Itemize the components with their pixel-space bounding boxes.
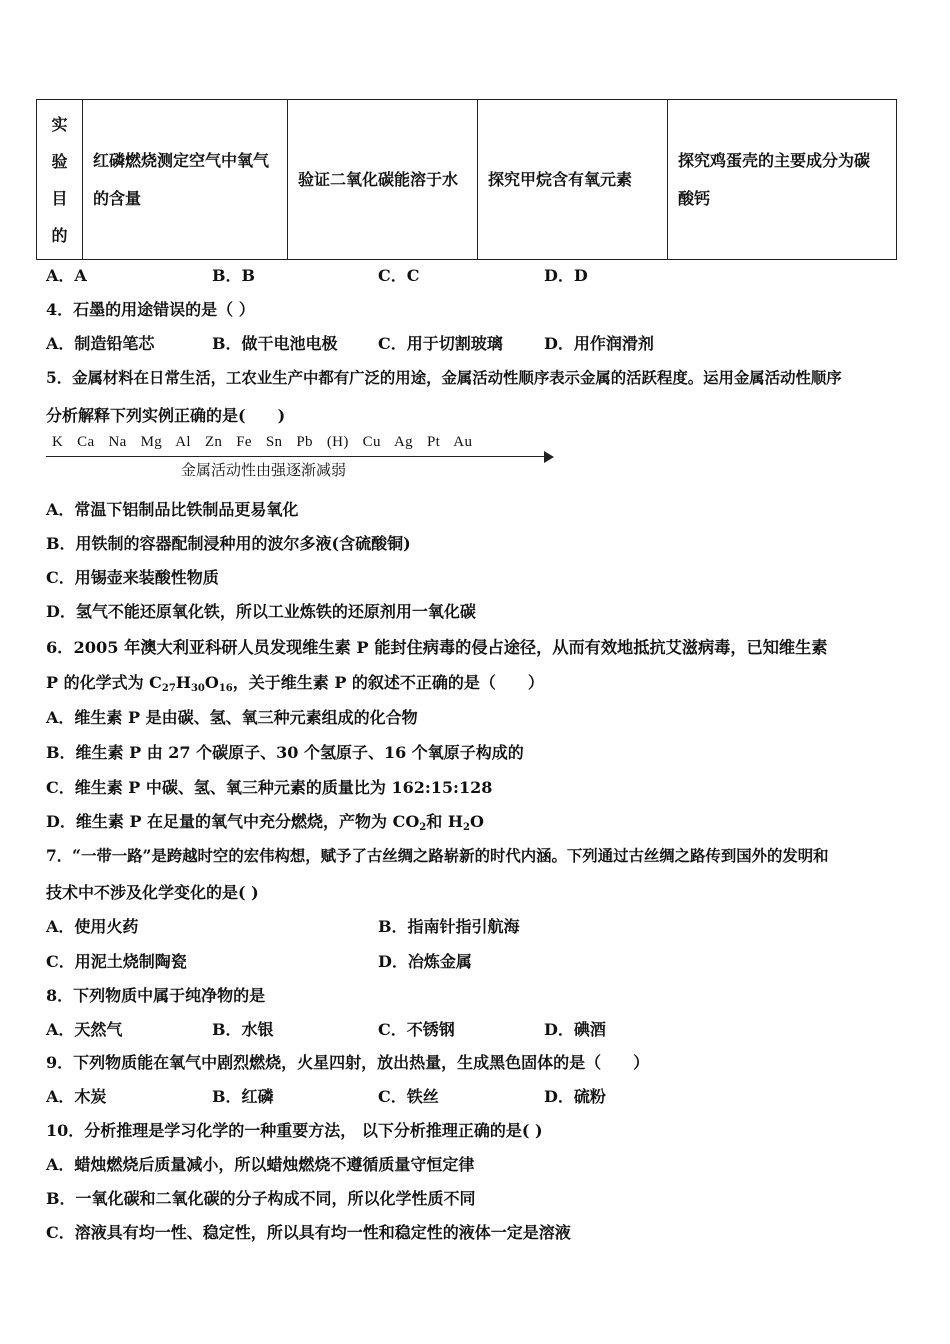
header-char: 实 xyxy=(51,114,68,134)
table-cell-b xyxy=(288,100,478,260)
q9-option-b: B．红磷 xyxy=(212,1087,274,1106)
q5-stem-line2: 分析解释下列实例正确的是( ) xyxy=(46,406,286,425)
q6-stem-line1: 6．2005 年澳大利亚科研人员发现维生素 P 能封住病毒的侵占途径，从而有效地抵抗艾滋病毒，已知维生素 xyxy=(46,638,828,657)
series-arrow-line xyxy=(46,456,546,457)
q6-option-b: B．维生素 P 由 27 个碳原子、30 个氢原子、16 个氧原子构成的 xyxy=(46,743,524,762)
q5-option-a: A．常温下铝制品比铁制品更易氧化 xyxy=(46,500,299,519)
q5-option-c: C．用锡壶来装酸性物质 xyxy=(46,568,219,587)
q7-stem-line1: 7．“一带一路”是跨越时空的宏伟构想，赋予了古丝绸之路崭新的时代内涵。下列通过古丝绸之路传到国外的发明和 xyxy=(46,847,829,865)
q6-stem-line2 xyxy=(46,670,544,694)
q7-option-c: C．用泥土烧制陶瓷 xyxy=(46,952,187,971)
q6-text: O xyxy=(204,673,219,692)
header-char: 验 xyxy=(51,151,68,171)
cell-line: 酸钙 xyxy=(678,188,711,208)
q8-stem: 8．下列物质中属于纯净物的是 xyxy=(46,986,266,1005)
q4-option-c: C．用于切割玻璃 xyxy=(378,334,503,353)
q8-option-d: D．碘酒 xyxy=(544,1020,606,1039)
q6-text: ，关于维生素 P 的叙述不正确的是（ ） xyxy=(232,673,544,692)
series-elements: K Ca Na Mg Al Zn Fe Sn Pb (H) Cu Ag Pt Au xyxy=(52,434,473,450)
q8-option-a: A．天然气 xyxy=(46,1020,123,1039)
q7-option-a: A．使用火药 xyxy=(46,917,139,936)
q6-option-a: A．维生素 P 是由碳、氢、氧三种元素组成的化合物 xyxy=(46,708,418,727)
q10-stem: 10．分析推理是学习化学的一种重要方法， 以下分析推理正确的是( ) xyxy=(46,1121,543,1140)
cell-line: 验证二氧化碳能溶于水 xyxy=(298,169,459,189)
q8-option-c: C．不锈钢 xyxy=(378,1020,455,1039)
q4-option-b: B．做干电池电极 xyxy=(212,334,338,353)
cell-line: 探究甲烷含有氧元素 xyxy=(488,169,633,189)
q7-option-d: D．冶炼金属 xyxy=(378,952,472,971)
q3-option-b: B．B xyxy=(212,266,256,285)
q9-option-c: C．铁丝 xyxy=(378,1087,439,1106)
experiment-table xyxy=(36,99,897,260)
subscript: 2 xyxy=(419,822,427,833)
q7-option-b: B．指南针指引航海 xyxy=(378,917,520,936)
q9-option-d: D．硫粉 xyxy=(544,1087,606,1106)
table-cell-c xyxy=(478,100,668,260)
q6-option-c: C．维生素 P 中碳、氢、氧三种元素的质量比为 162:15:128 xyxy=(46,778,493,797)
q6-text: P 的化学式为 C xyxy=(46,673,162,692)
table-row xyxy=(37,100,897,260)
q5-option-b: B．用铁制的容器配制浸种用的波尔多液(含硫酸铜) xyxy=(46,534,411,553)
header-char: 目 xyxy=(51,188,68,208)
q3-option-a: A．A xyxy=(46,266,87,285)
q7-stem-line2: 技术中不涉及化学变化的是( ) xyxy=(46,883,259,902)
cell-line: 红磷燃烧测定空气中氧气 xyxy=(93,150,270,170)
cell-line: 探究鸡蛋壳的主要成分为碳 xyxy=(678,150,871,170)
q8-option-b: B．水银 xyxy=(212,1020,274,1039)
table-cell-d xyxy=(668,100,897,260)
q9-stem: 9．下列物质能在氧气中剧烈燃烧，火星四射，放出热量，生成黑色固体的是（ ） xyxy=(46,1053,650,1072)
subscript: 16 xyxy=(218,683,233,694)
q6-option-d xyxy=(46,809,484,833)
table-header-cell xyxy=(37,100,83,260)
q9-option-a: A．木炭 xyxy=(46,1087,107,1106)
q10-option-b: B．一氧化碳和二氧化碳的分子构成不同，所以化学性质不同 xyxy=(46,1189,476,1208)
subscript: 30 xyxy=(190,683,205,694)
q5-stem-line1: 5．金属材料在日常生活，工农业生产中都有广泛的用途，金属活动性顺序表示金属的活跃程度。运用金属活动性顺序 xyxy=(46,369,842,387)
q6-text: D．维生素 P 在足量的氧气中充分燃烧，产物为 CO xyxy=(46,812,420,831)
q3-option-d: D．D xyxy=(544,266,588,285)
q4-option-d: D．用作润滑剂 xyxy=(544,334,654,353)
header-char: 的 xyxy=(51,225,68,245)
q10-option-a: A．蜡烛燃烧后质量减小，所以蜡烛燃烧不遵循质量守恒定律 xyxy=(46,1155,475,1174)
q10-option-c: C．溶液具有均一性、稳定性，所以具有均一性和稳定性的液体一定是溶液 xyxy=(46,1223,571,1242)
series-caption: 金属活动性由强逐渐减弱 xyxy=(181,461,347,479)
metal-activity-series xyxy=(46,432,554,478)
q6-text: 和 H xyxy=(426,812,463,831)
subscript: 2 xyxy=(462,822,470,833)
q5-option-d: D．氢气不能还原氧化铁，所以工业炼铁的还原剂用一氧化碳 xyxy=(46,602,476,621)
table-cell-a xyxy=(83,100,288,260)
q6-text: O xyxy=(469,812,484,831)
arrow-right-icon xyxy=(544,451,554,463)
q4-stem: 4．石墨的用途错误的是（ ） xyxy=(46,300,255,319)
q4-option-a: A．制造铅笔芯 xyxy=(46,334,155,353)
q3-option-c: C．C xyxy=(378,266,420,285)
cell-line: 的含量 xyxy=(93,188,142,208)
subscript: 27 xyxy=(161,683,176,694)
q6-text: H xyxy=(175,673,191,692)
